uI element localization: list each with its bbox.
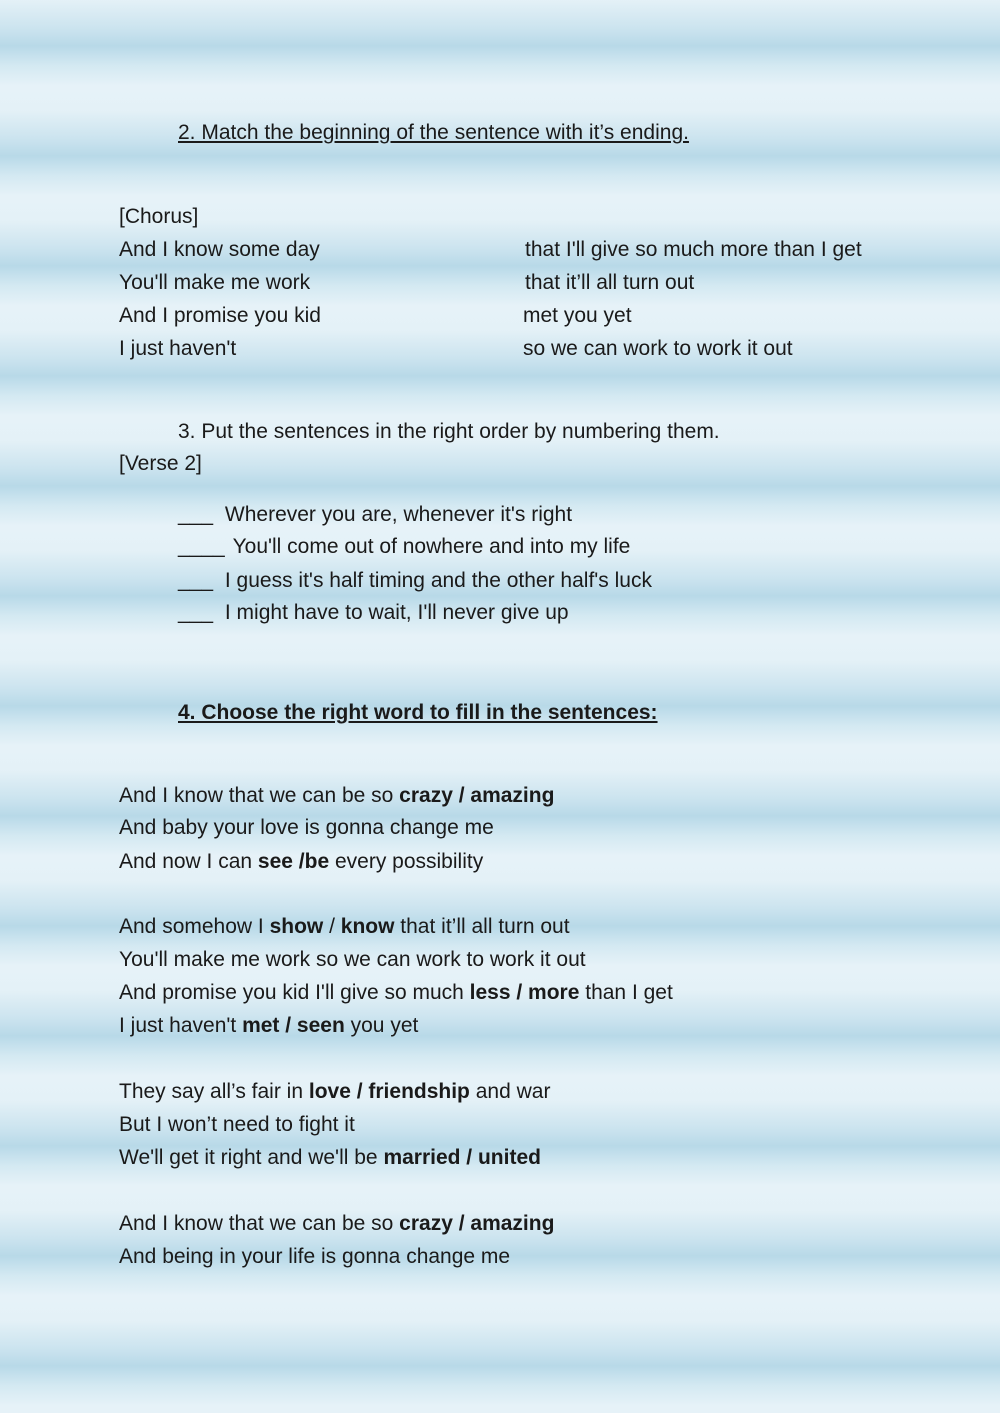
number-blank[interactable]: ___ <box>178 601 214 624</box>
fill-text: And now I can <box>119 850 258 873</box>
match-left-3: And I promise you kid <box>119 304 321 327</box>
fill-text: We'll get it right and we'll be <box>119 1146 384 1169</box>
fill-text: and war <box>469 1080 551 1103</box>
word-choice[interactable]: crazy / amazing <box>399 784 555 807</box>
number-blank[interactable]: ___ <box>178 503 214 526</box>
fill-text: And promise you kid I'll give so much <box>119 981 470 1004</box>
word-choice[interactable]: married / united <box>383 1146 541 1169</box>
fill-line <box>119 914 570 940</box>
fill-line <box>119 980 673 1006</box>
verse-label: [Verse 2] <box>119 452 202 475</box>
fill-text: every possibility <box>329 850 484 873</box>
match-left-2: You'll make me work <box>119 271 311 294</box>
match-right-2: that it’ll all turn out <box>525 271 695 294</box>
fill-text: / <box>323 915 341 938</box>
fill-line <box>119 815 494 841</box>
number-blank[interactable]: ___ <box>178 569 214 592</box>
match-left-4: I just haven't <box>119 337 237 360</box>
fill-text: you yet <box>344 1014 419 1037</box>
order-item-text: Wherever you are, whenever it's right <box>224 503 573 526</box>
fill-line <box>119 1244 510 1270</box>
word-choice[interactable]: met / seen <box>242 1014 345 1037</box>
order-item <box>178 534 630 560</box>
fill-text: And somehow I <box>119 915 270 938</box>
fill-line <box>119 1145 541 1171</box>
section-3-title: 3. Put the sentences in the right order by numbering them. <box>178 420 720 443</box>
match-right-1: that I'll give so much more than I get <box>525 238 862 261</box>
fill-line <box>119 849 483 875</box>
fill-text: And I know that we can be so <box>119 784 400 807</box>
fill-text: But I won’t need to fight it <box>119 1113 355 1136</box>
order-item-text: I guess it's half timing and the other half's luck <box>224 569 652 592</box>
section-4-title: 4. Choose the right word to fill in the sentences: <box>178 701 658 724</box>
fill-text: And baby your love is gonna change me <box>119 816 494 839</box>
fill-text: I just haven't <box>119 1014 243 1037</box>
fill-text: And being in your life is gonna change me <box>119 1245 511 1268</box>
word-choice[interactable]: know <box>340 915 395 938</box>
fill-text: than I get <box>579 981 673 1004</box>
fill-line <box>119 1079 550 1105</box>
fill-line <box>119 947 586 973</box>
order-item <box>178 568 652 594</box>
fill-line <box>119 1013 418 1039</box>
fill-line <box>119 1211 554 1237</box>
match-left-1: And I know some day <box>119 238 320 261</box>
word-choice[interactable]: crazy / amazing <box>399 1212 555 1235</box>
fill-line <box>119 1112 355 1138</box>
word-choice[interactable]: love / friendship <box>308 1080 470 1103</box>
fill-text: that it’ll all turn out <box>394 915 570 938</box>
word-choice[interactable]: show <box>269 915 324 938</box>
fill-text: And I know that we can be so <box>119 1212 400 1235</box>
chorus-label: [Chorus] <box>119 205 199 228</box>
fill-text: They say all’s fair in <box>119 1080 309 1103</box>
order-item-text: I might have to wait, I'll never give up <box>224 601 569 624</box>
fill-text: You'll make me work so we can work to work it out <box>119 948 586 971</box>
word-choice[interactable]: less / more <box>469 981 580 1004</box>
number-blank[interactable]: ____ <box>178 535 225 558</box>
order-item-text: You'll come out of nowhere and into my life <box>232 535 631 558</box>
match-right-3: met you yet <box>523 304 632 327</box>
order-item <box>178 600 569 626</box>
fill-line <box>119 783 554 809</box>
match-right-4: so we can work to work it out <box>523 337 793 360</box>
order-item <box>178 502 572 528</box>
word-choice[interactable]: see /be <box>257 850 330 873</box>
section-2-title: 2. Match the beginning of the sentence with it’s ending. <box>178 121 689 144</box>
